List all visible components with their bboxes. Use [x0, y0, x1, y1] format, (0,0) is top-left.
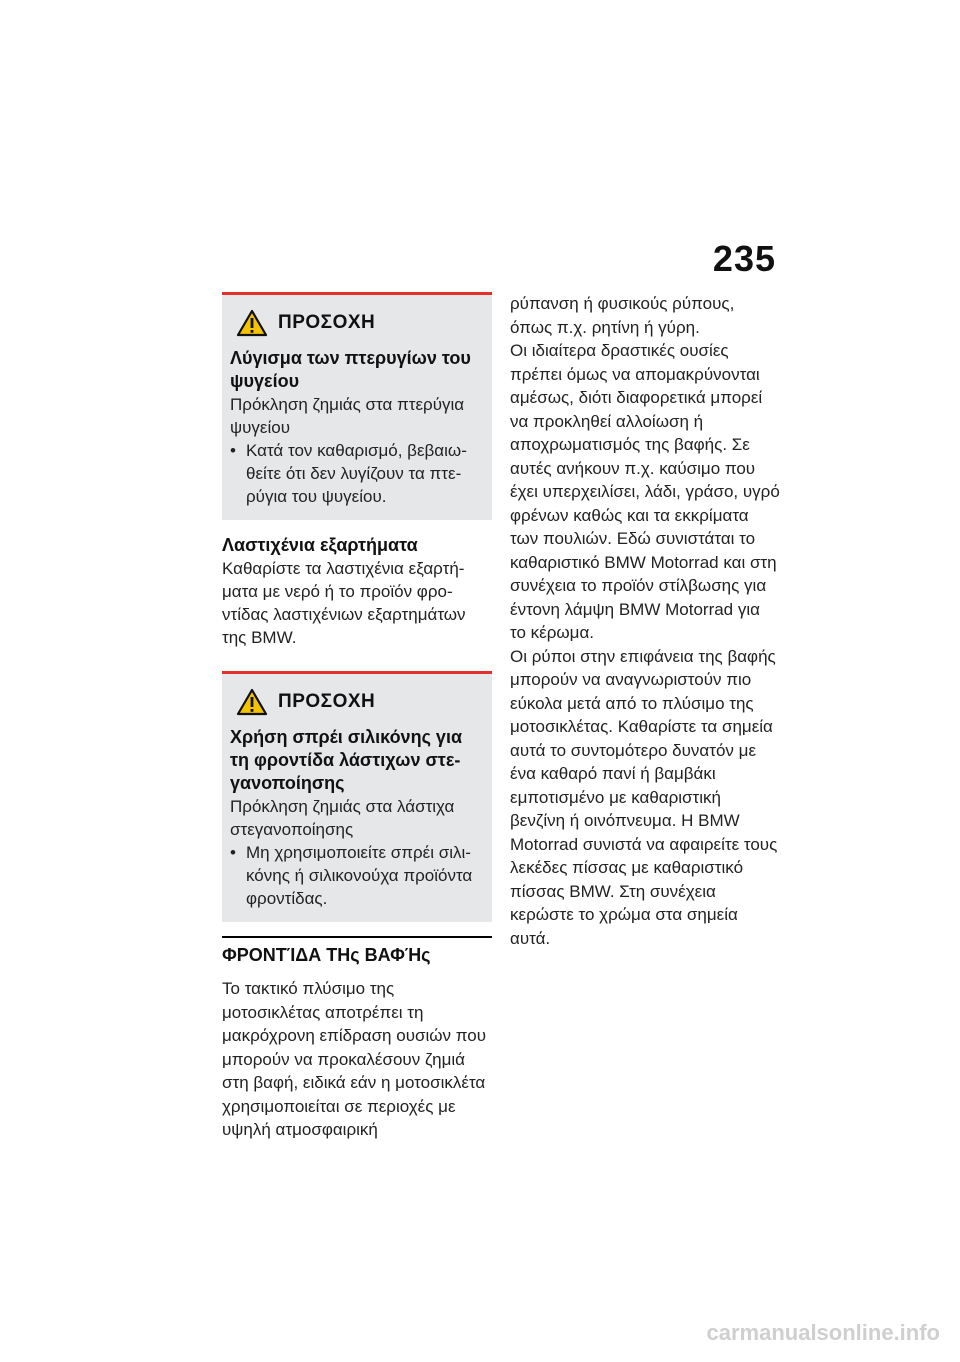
paint-care-aggressive-substances: Οι ιδιαίτερα δραστικές ουσίες πρέπει όμως να απομακρύνονται αμέσως, διότι διαφορετικά μπορεί να προκληθεί αλλοίωση ή αποχρωματισμός της βαφής. Σε αυτές ανήκουν π.χ. καύσιμο που έχει υπερχειλίσει, λάδι, γράσο, υγρό φρένων καθώς και τα εκκρίματα των πουλιών. Εδώ συνιστάται το καθαριστικό BMW Motorrad και στη συνέχεια το προϊόν στίλβωσης για έντονη λάμψη BMW Motorrad για το κέρωμα.	[510, 341, 780, 642]
paint-care-continued: ρύπανση ή φυσικούς ρύπους, όπως π.χ. ρητίνη ή γύρη.	[510, 294, 735, 337]
warning-triangle-icon	[236, 688, 268, 716]
warning-bullet	[230, 841, 484, 910]
bullet-dot: •	[230, 843, 236, 862]
watermark: carmanualsonline.info	[706, 1320, 940, 1345]
warning-text: Πρόκληση ζημιάς στα πτερύγια ψυγείου	[230, 395, 465, 437]
warning-triangle-icon	[236, 309, 268, 337]
warning-header	[236, 688, 484, 716]
left-column	[222, 292, 492, 1142]
paint-care-stains: Οι ρύποι στην επιφάνεια της βαφής μπορούν να αναγνωριστούν πιο εύκολα μετά από το πλύσιμο της μοτοσικλέτας. Καθαρίστε τα σημεία αυτά το συντομότερο δυνατόν με ένα καθαρό πανί ή βαμβάκι εμποτισμένο με καθαριστική βενζίνη ή οινόπνευμα. Η BMW Motorrad συνιστά να αφαιρείτε τους λεκέδες πίσσας με καθαριστικό πίσσας BMW. Στη συνέχεια κερώστε το χρώμα στα σημεία αυτά.	[510, 646, 778, 948]
warning-header	[236, 309, 484, 337]
page-number: 235	[712, 238, 776, 279]
warning-label: ΠΡΟΣΟΧΗ	[278, 312, 376, 333]
rubber-parts-heading: Λαστιχένια εξαρτήματα	[222, 535, 418, 555]
bullet-text: Κατά τον καθαρισμό, βεβαιωθείτε ότι δεν λυγίζουν τα πτερύγια του ψυγείου.	[246, 441, 467, 506]
warning-bullet	[230, 439, 484, 508]
bullet-text: Μη χρησιμοποιείτε σπρέι σιλικόνης ή σιλικονούχα προϊόντα φροντίδας.	[246, 843, 473, 908]
rubber-parts-text: Καθαρίστε τα λαστιχένια εξαρτήματα με νερό ή το προϊόν φροντίδας λαστιχένιων εξαρτημάτων της BMW.	[222, 559, 466, 647]
bullet-dot: •	[230, 441, 236, 460]
warning-box-silicone	[222, 671, 492, 922]
warning-text: Πρόκληση ζημιάς στα λάστιχα στεγανοποίησης	[230, 797, 455, 839]
paint-care-text: Το τακτικό πλύσιμο της μοτοσικλέτας αποτρέπει τη μακρόχρονη επίδραση ουσιών που μπορούν να προκαλέσουν ζημιά στη βαφή, ειδικά εάν η μοτοσικλέτα χρησιμοποιείται σε περιοχές με υψηλή ατμοσφαιρική	[222, 979, 486, 1139]
warning-title: Λύγισμα των πτερυγίων του ψυγείου	[230, 348, 471, 391]
warning-box-radiator	[222, 292, 492, 520]
warning-label: ΠΡΟΣΟΧΗ	[278, 691, 376, 712]
right-column	[510, 292, 780, 950]
warning-title: Χρήση σπρέι σιλικόνης για τη φροντίδα λάστιχων στεγανοποίησης	[230, 727, 463, 793]
paint-care-heading: ΦΡΟΝΤΊΔΑ ΤΗς ΒΑΦΉς	[222, 936, 492, 967]
